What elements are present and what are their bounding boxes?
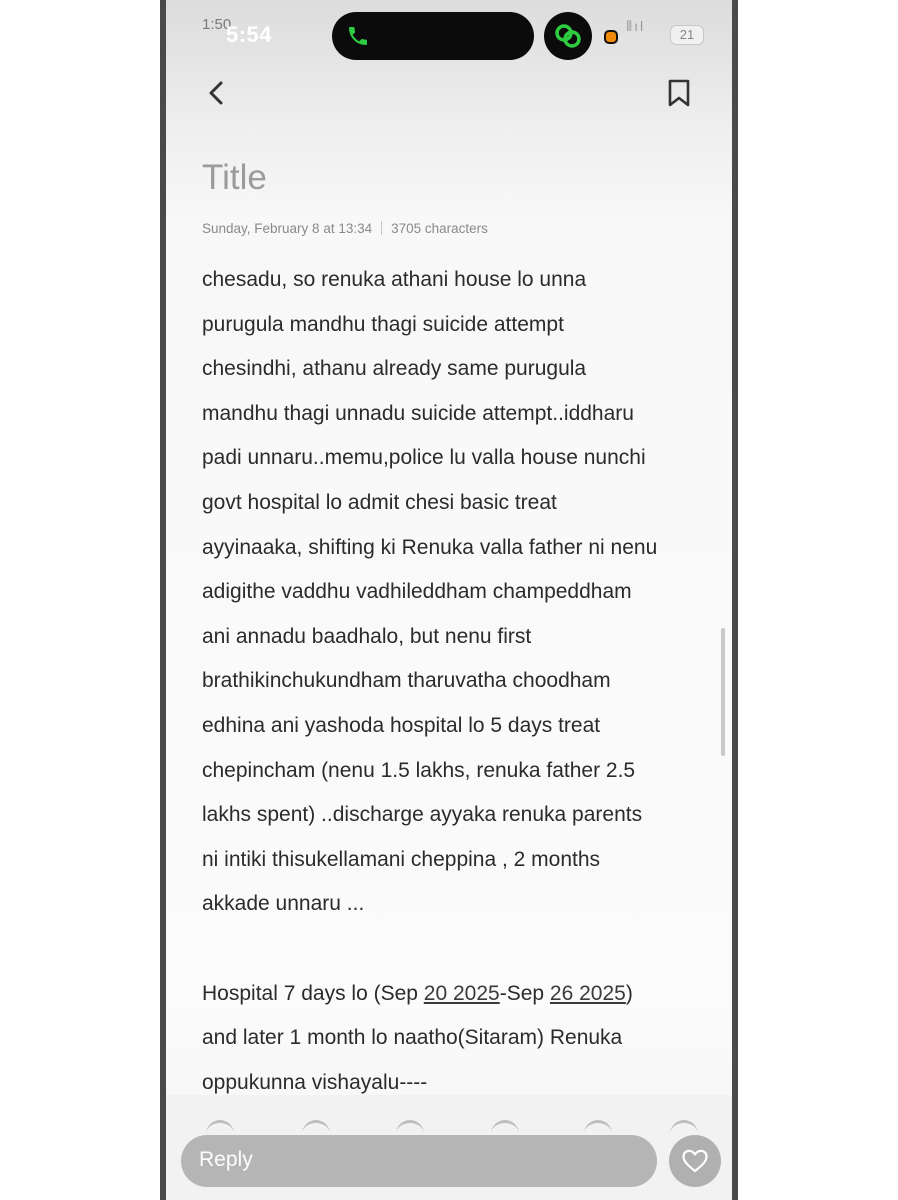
note-meta — [202, 221, 488, 236]
phone-screen — [166, 0, 732, 1200]
note-line: brathikinchukundham tharuvatha choodham — [202, 669, 611, 693]
note-blank-line — [202, 927, 722, 972]
like-button[interactable] — [669, 1135, 721, 1187]
note-line: ayyinaaka, shifting ki Renuka valla father ni nenu — [202, 535, 658, 559]
note-line: chesadu, so renuka athani house lo unna — [202, 268, 587, 291]
note-line: akkade unnaru ... — [202, 892, 365, 916]
date-link-start[interactable]: 20 2025 — [423, 981, 500, 1005]
note-line: oppukunna vishayalu---- — [202, 1070, 428, 1094]
hospital-line-middle: -Sep — [499, 981, 550, 1005]
note-line: and later 1 month lo naatho(Sitaram) Renuka — [202, 1026, 623, 1050]
date-link-end[interactable]: 26 2025 — [549, 981, 626, 1005]
note-line: govt hospital lo admit chesi basic treat — [202, 490, 557, 514]
recording-indicator — [604, 30, 618, 44]
note-line: chepincham (nenu 1.5 lakhs, renuka father 2.5 — [202, 758, 636, 782]
note-line: chesindhi, athanu already same purugula — [202, 357, 587, 381]
note-line: purugula mandhu thagi suicide attempt — [202, 312, 564, 336]
note-line: lakhs spent) ..discharge ayyaka renuka parents — [202, 803, 643, 827]
note-line: ani annadu baadhalo, but nenu first — [202, 624, 532, 648]
signal-icon: ⦀ıl — [626, 18, 646, 34]
chevron-left-icon[interactable] — [202, 78, 232, 108]
note-line: adigithe vaddhu vadhileddham champeddham — [202, 580, 632, 604]
note-line: ni intiki thisukellamani cheppina , 2 months — [202, 847, 601, 871]
note-line: mandhu thagi unnadu suicide attempt..iddharu — [202, 401, 634, 425]
bookmark-icon[interactable] — [664, 78, 694, 108]
dynamic-island[interactable] — [332, 12, 534, 60]
note-title[interactable]: Title — [202, 158, 267, 197]
reply-input[interactable] — [181, 1135, 657, 1187]
note-line-hospital — [202, 972, 722, 1017]
note-character-count: 3705 characters — [391, 221, 488, 236]
meta-divider — [381, 221, 382, 235]
note-date: Sunday, February 8 at 13:34 — [202, 221, 373, 236]
note-line: edhina ani yashoda hospital lo 5 days treat — [202, 713, 601, 737]
heart-icon — [682, 1149, 708, 1173]
scrollbar[interactable] — [721, 628, 725, 756]
status-time-underlay: 1:50 — [202, 16, 232, 33]
note-line: padi unnaru..memu,police lu valla house nunchi — [202, 446, 646, 470]
reply-placeholder: Reply — [199, 1148, 253, 1171]
phone-call-icon — [346, 24, 370, 48]
link-app-icon[interactable] — [544, 12, 592, 60]
status-time: 5:54 — [226, 22, 273, 47]
note-body[interactable] — [202, 258, 722, 1105]
hospital-line-suffix: ) — [625, 981, 633, 1005]
hospital-line-prefix: Hospital 7 days lo (Sep — [202, 981, 424, 1005]
battery-icon: 21 — [670, 25, 704, 45]
